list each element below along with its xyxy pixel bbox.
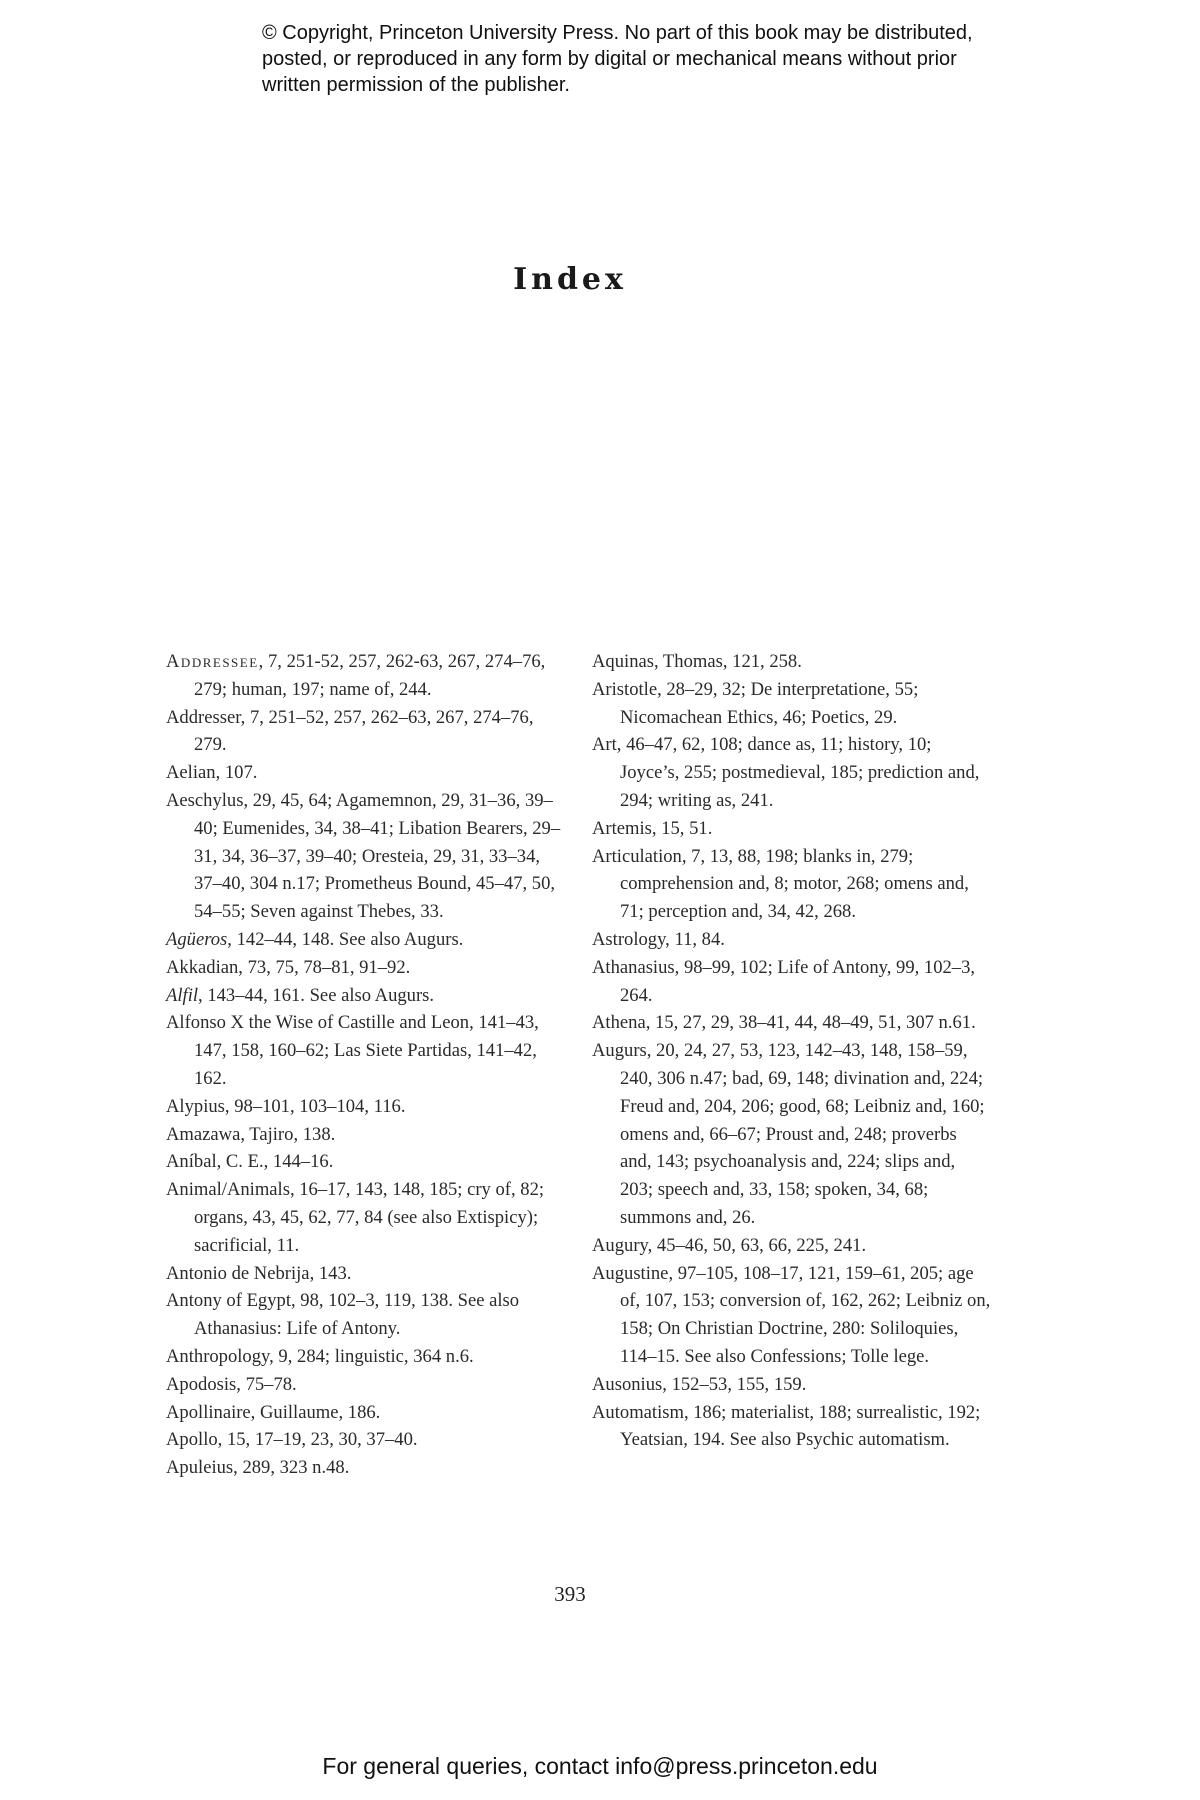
index-entry — [166, 1371, 566, 1399]
entry-refs: , 15, 17–19, 23, 30, 37–40. — [217, 1429, 418, 1451]
entry-refs: , 16–17, 143, 148, 185; cry of, 82; organs, 43, 45, 62, 77, 84 (see also Extispicy); sacrificial, 11. — [194, 1179, 545, 1256]
index-entry — [592, 648, 992, 676]
entry-head: Aelian — [166, 762, 216, 784]
index-column-left — [166, 648, 566, 1482]
entry-refs: , 152–53, 155, 159. — [662, 1373, 807, 1395]
index-entry — [166, 954, 566, 982]
entry-refs: , 9, 284; linguistic, 364 n.6. — [269, 1345, 474, 1367]
index-entry — [592, 1232, 992, 1260]
entry-head: Apuleius — [166, 1457, 234, 1479]
entry-head: Alfil — [166, 984, 199, 1006]
entry-head: Animal/Animals — [166, 1179, 290, 1201]
entry-head: Apollinaire, Guillaume — [166, 1401, 339, 1423]
index-entry — [166, 787, 566, 926]
entry-head: Athena — [592, 1012, 646, 1034]
index-entry — [166, 1176, 566, 1259]
entry-refs: , 11, 84. — [665, 928, 725, 950]
index-entry — [592, 1260, 992, 1371]
entry-refs: , 28–29, 32; De interpretatione, 55; Nicomachean Ethics, 46; Poetics, 29. — [620, 678, 919, 728]
entry-refs: , 29, 45, 64; Agamemnon, 29, 31–36, 39–40; Eumenides, 34, 38–41; Libation Bearers, 29–31, 34, 36–37, 39–40; Oresteia, 29, 31, 33–34, 37–40, 304 n.17; Prometheus Bound, 45–47, 50, 54–55; Seven against Thebes, 33. — [194, 789, 561, 923]
index-entry — [592, 1009, 992, 1037]
entry-head: Art — [592, 734, 617, 756]
entry-head: Amazawa, Tajiro — [166, 1123, 294, 1145]
entry-head: Aquinas, Thomas — [592, 651, 723, 672]
entry-head: Athanasius — [592, 956, 675, 978]
entry-refs: , 143. — [309, 1262, 352, 1284]
index-entry — [592, 954, 992, 1010]
index-entry — [166, 1148, 566, 1176]
entry-refs: , 138. — [293, 1123, 336, 1145]
index-entry — [592, 1399, 992, 1455]
entry-head: Addresser — [166, 706, 241, 728]
index-entry — [592, 1371, 992, 1399]
entry-head: Aníbal, C. E. — [166, 1151, 264, 1173]
index-entry — [166, 648, 566, 704]
entry-refs: , 121, 258. — [722, 651, 802, 672]
copyright-notice: © Copyright, Princeton University Press. No part of this book may be distributed, posted, or reproduced in any form by digital or mechanical means without prior written permission of the publisher. — [262, 22, 973, 96]
entry-head: Augury — [592, 1234, 648, 1256]
entry-refs: , 73, 75, 78–81, 91–92. — [238, 956, 411, 978]
entry-refs: , 46–47, 62, 108; dance as, 11; history, 10; Joyce’s, 255; postmedieval, 185; prediction and, 294; writing as, 241. — [616, 734, 980, 811]
entry-refs: , 7, 13, 88, 198; blanks in, 279; comprehension and, 8; motor, 268; omens and, 71; perception and, 34, 42, 268. — [620, 845, 969, 923]
index-entry — [166, 1454, 566, 1482]
entry-refs: , 144–16. — [263, 1151, 334, 1173]
entry-head: Artemis — [592, 817, 652, 839]
entry-head: Astrology — [592, 928, 666, 950]
entry-head: Alfonso X the Wise of Castille and Leon — [166, 1012, 470, 1034]
index-column-right — [592, 648, 992, 1454]
index-entry — [166, 1093, 566, 1121]
index-entry — [592, 1037, 992, 1232]
entry-refs: , 20, 24, 27, 53, 123, 142–43, 148, 158–59, 240, 306 n.47; bad, 69, 148; divination and, 224; Freud and, 204, 206; good, 68; Leibniz and, 160; omens and, 66–67; Proust and, 248; proverbs and, 143; psychoanalysis and, 224; slips and, 203; speech and, 33, 158; spoken, 34, 68; summons and, 26. — [620, 1040, 985, 1228]
entry-refs: , 45–46, 50, 63, 66, 225, 241. — [647, 1234, 867, 1256]
entry-head: Apodosis — [166, 1373, 237, 1395]
entry-head: Antonio de Nebrija — [166, 1262, 310, 1284]
entry-head: Ausonius — [592, 1373, 663, 1395]
entry-head: Augurs — [592, 1040, 647, 1062]
index-entry — [166, 1287, 566, 1343]
index-entry — [166, 704, 566, 760]
page-title: Index — [513, 262, 627, 297]
entry-head: Addressee — [166, 651, 259, 672]
entry-head: Anthropology — [166, 1345, 270, 1367]
entry-refs: , 75–78. — [236, 1373, 297, 1395]
entry-refs: , 186; materialist, 188; surrealistic, 192; Yeatsian, 194. See also Psychic automatism. — [620, 1401, 981, 1451]
entry-head: Augustine — [592, 1262, 669, 1284]
entry-head: Aristotle — [592, 678, 658, 700]
entry-refs: , 15, 27, 29, 38–41, 44, 48–49, 51, 307 n.61. — [645, 1012, 976, 1034]
index-entry — [166, 1399, 566, 1427]
entry-refs: , 98, 102–3, 119, 138. See also Athanasius: Life of Antony. — [194, 1290, 520, 1340]
index-entry — [166, 926, 566, 954]
entry-head: Alypius — [166, 1095, 225, 1117]
entry-refs: , 142–44, 148. See also Augurs. — [227, 928, 464, 950]
entry-head: Akkadian — [166, 956, 239, 978]
page-number: 393 — [554, 1582, 586, 1606]
index-entry — [166, 1121, 566, 1149]
index-entry — [166, 1260, 566, 1288]
entry-refs: , 107. — [215, 762, 258, 784]
index-entry — [166, 1426, 566, 1454]
entry-refs: , 289, 323 n.48. — [233, 1457, 350, 1479]
entry-refs: , 98–101, 103–104, 116. — [224, 1095, 406, 1117]
entry-head: Antony of Egypt — [166, 1290, 291, 1312]
entry-head: Apollo — [166, 1429, 218, 1451]
index-entry — [166, 982, 566, 1010]
entry-refs: , 7, 251–52, 257, 262–63, 267, 274–76, 279. — [194, 706, 534, 756]
footer-contact: For general queries, contact info@press.princeton.edu — [322, 1753, 878, 1779]
index-entry — [166, 1343, 566, 1371]
entry-refs: , 97–105, 108–17, 121, 159–61, 205; age of, 107, 153; conversion of, 162, 262; Leibniz on, 158; On Christian Doctrine, 280: Soliloquies, 114–15. See also Confessions; Tolle lege. — [620, 1262, 991, 1367]
entry-refs: , 7, 251-52, 257, 262-63, 267, 274–76, 279; human, 197; name of, 244. — [194, 651, 546, 700]
entry-refs: , 143–44, 161. See also Augurs. — [198, 984, 435, 1006]
entry-refs: , 141–43, 147, 158, 160–62; Las Siete Partidas, 141–42, 162. — [194, 1012, 539, 1089]
entry-refs: , 15, 51. — [651, 817, 713, 839]
index-entry — [592, 815, 992, 843]
entry-head: Agüeros — [166, 928, 228, 950]
entry-refs: , 186. — [338, 1401, 381, 1423]
index-entry — [592, 731, 992, 814]
entry-head: Articulation — [592, 845, 682, 867]
index-entry — [592, 676, 992, 732]
entry-refs: , 98–99, 102; Life of Antony, 99, 102–3, 264. — [620, 956, 976, 1006]
entry-head: Automatism — [592, 1401, 684, 1423]
index-entry — [166, 759, 566, 787]
index-entry — [166, 1009, 566, 1092]
index-entry — [592, 926, 992, 954]
entry-head: Aeschylus — [166, 789, 244, 811]
index-entry — [592, 843, 992, 926]
